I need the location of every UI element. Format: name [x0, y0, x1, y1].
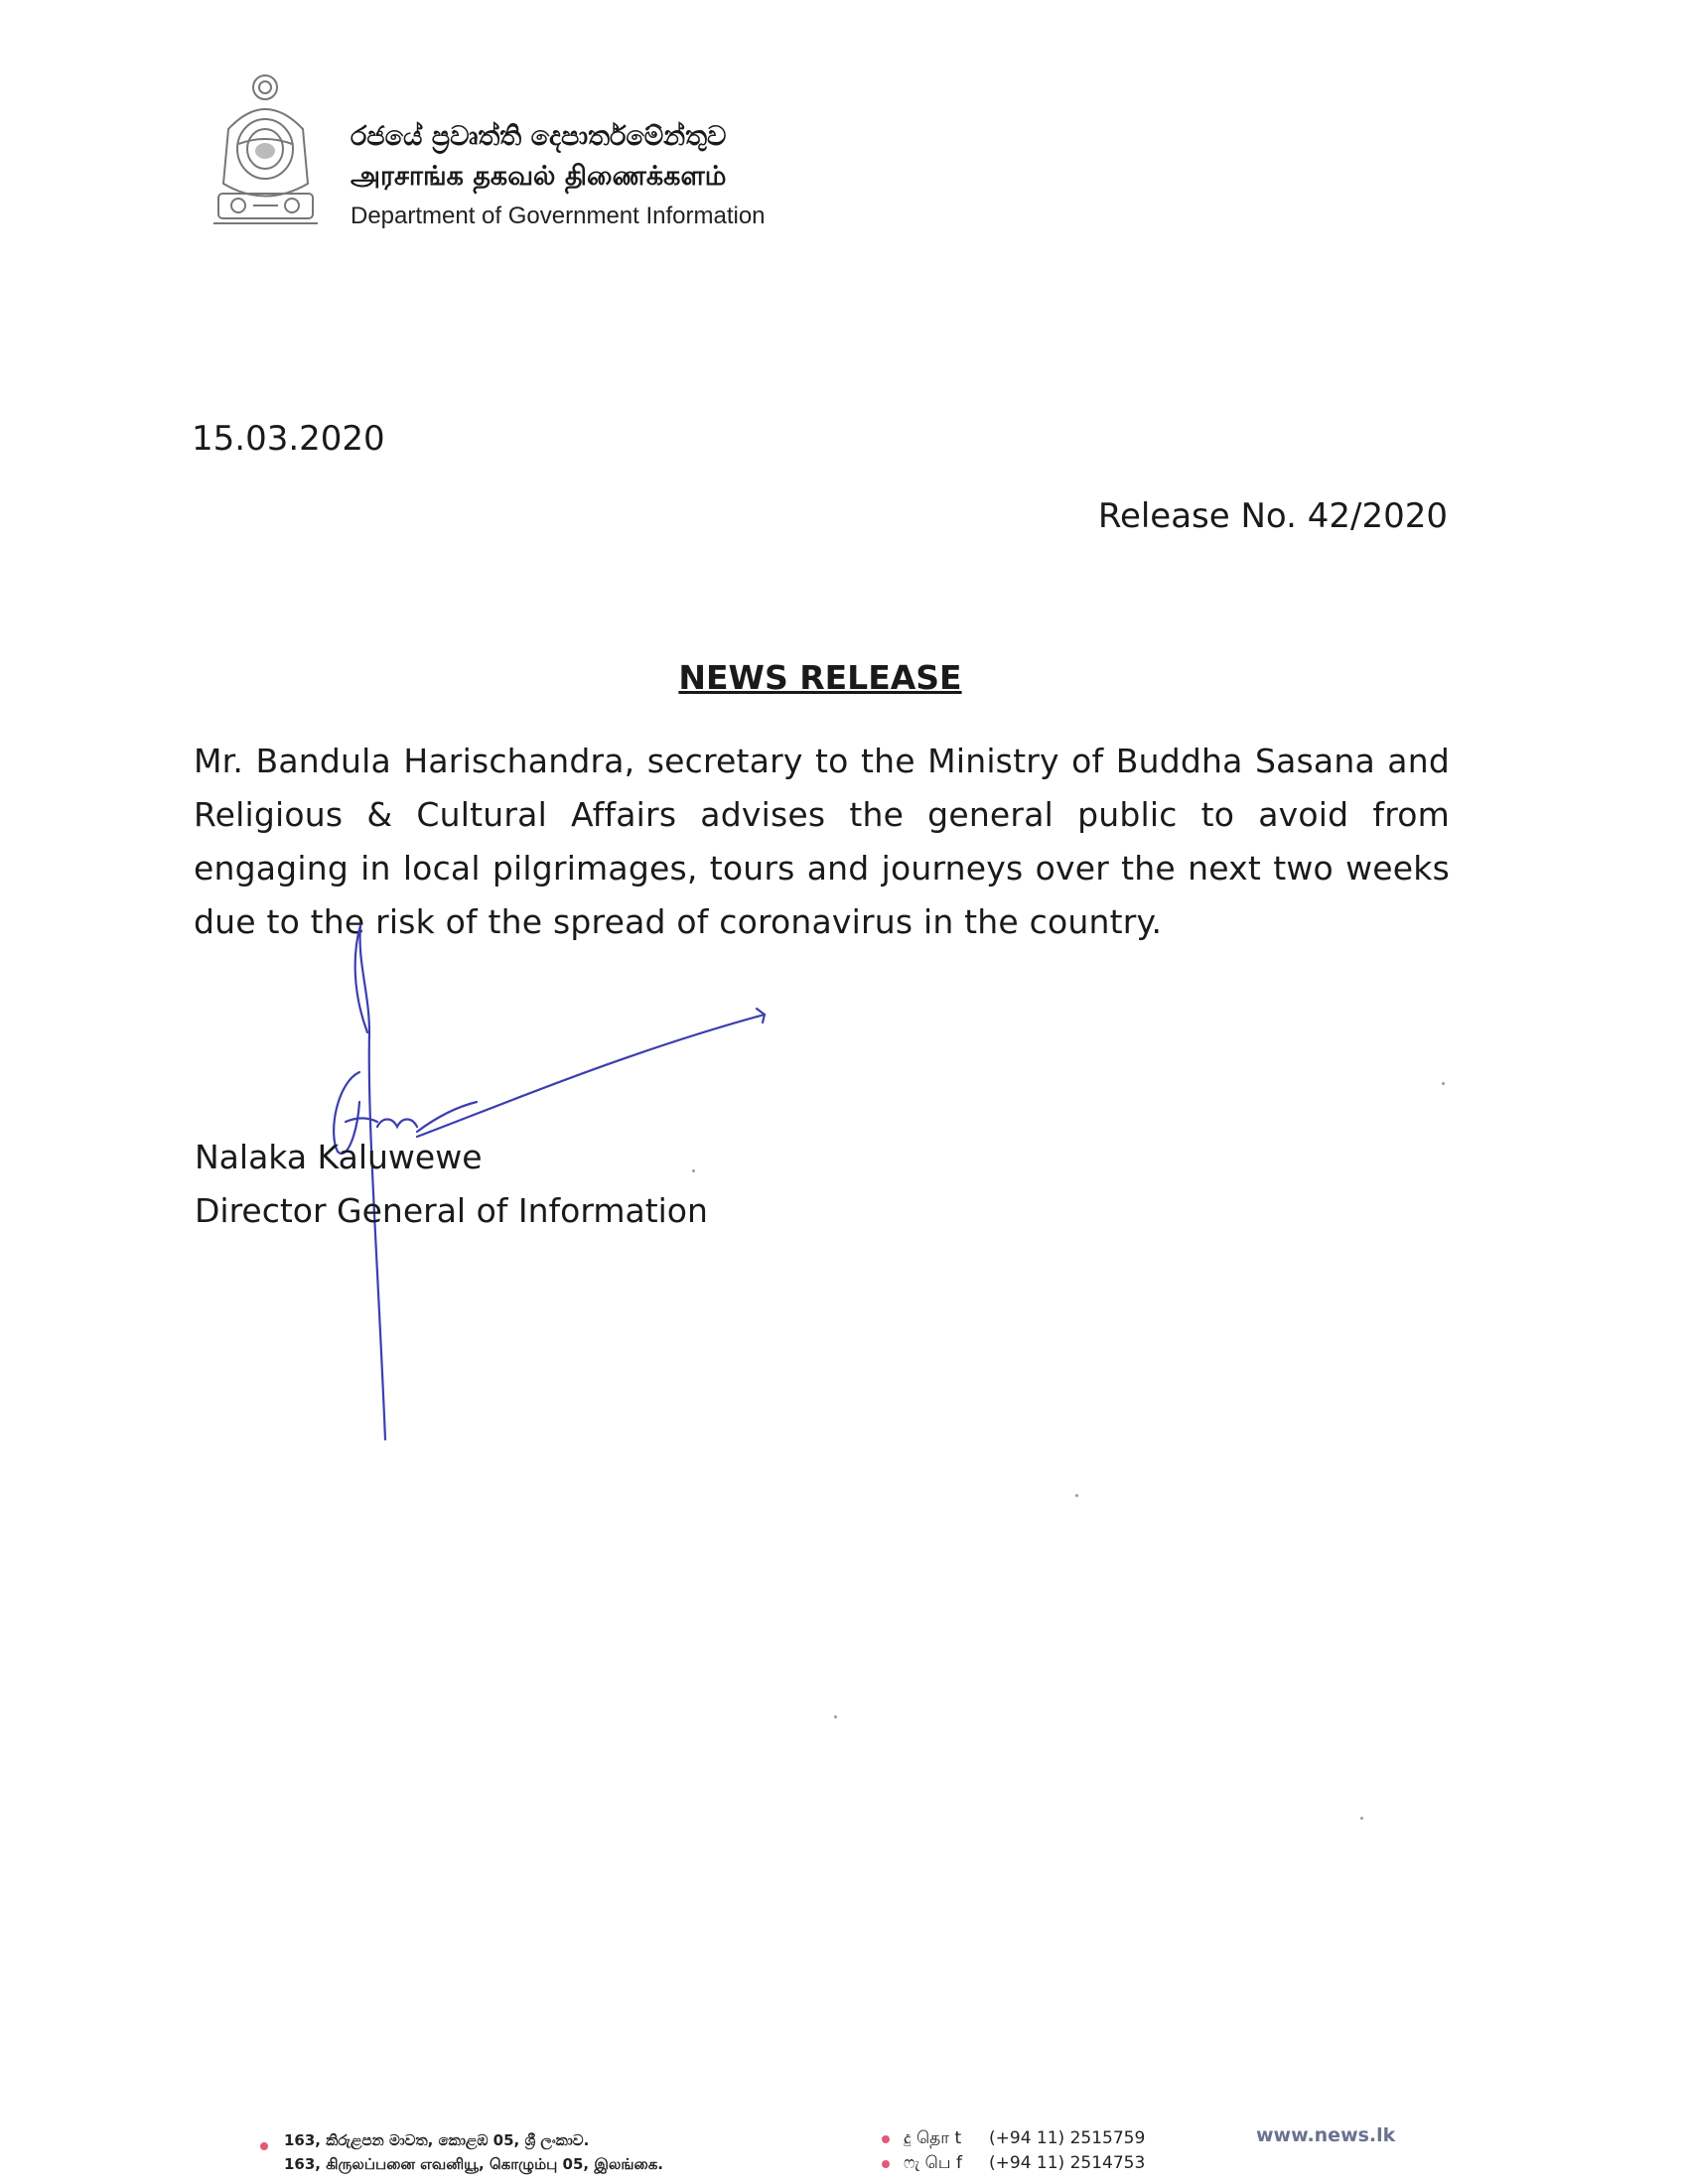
phone-label: දු தொ t [904, 2128, 962, 2148]
department-name-sinhala: රජයේ ප්‍රවෘත්ති දෙපාර්තමේන්තුව [351, 121, 727, 152]
scan-speck [692, 1169, 695, 1172]
phone-number: (+94 11) 2515759 [989, 2128, 1146, 2148]
signer-name: Nalaka Kaluwewe [195, 1138, 483, 1176]
news-release-title: NEWS RELEASE [678, 658, 962, 697]
scan-speck [834, 1715, 837, 1718]
department-name-tamil: அரசாங்க தகவல் திணைக்களம் [351, 161, 727, 192]
release-number: Release No. 42/2020 [1097, 496, 1448, 536]
fax-bullet-icon [882, 2160, 890, 2168]
signer-title: Director General of Information [195, 1191, 708, 1230]
address-bullet-icon [260, 2142, 268, 2150]
phone-bullet-icon [882, 2135, 890, 2143]
fax-number: (+94 11) 2514753 [989, 2153, 1146, 2173]
footer-address [284, 2128, 663, 2176]
footer [0, 2124, 1688, 2184]
sri-lanka-emblem-icon [209, 69, 323, 233]
scan-speck [1442, 1082, 1445, 1085]
release-body: Mr. Bandula Harischandra, secretary to the Ministry of Buddha Sasana and Religious & Cultural Affairs advises the general public to avoid from engaging in local pilgrimages, tours and journeys over the next two weeks due to the risk of the spread of coronavirus in the country. [194, 742, 1450, 941]
fax-label: ෆැ பெ f [904, 2153, 962, 2173]
website-link[interactable]: www.news.lk [1256, 2124, 1396, 2146]
address-tamil: 163, கிருலப்பனை எவனியூ, கொழும்பு 05, இலங்கை. [284, 2155, 664, 2173]
department-header [351, 117, 766, 236]
release-date: 15.03.2020 [192, 419, 385, 459]
department-name-english: Department of Government Information [351, 203, 766, 229]
scan-speck [1360, 1817, 1363, 1820]
scan-speck [1075, 1494, 1078, 1497]
address-sinhala: 163, කිරුළපන මාවත, කොළඹ 05, ශ්‍රී ලංකාව. [284, 2131, 590, 2149]
